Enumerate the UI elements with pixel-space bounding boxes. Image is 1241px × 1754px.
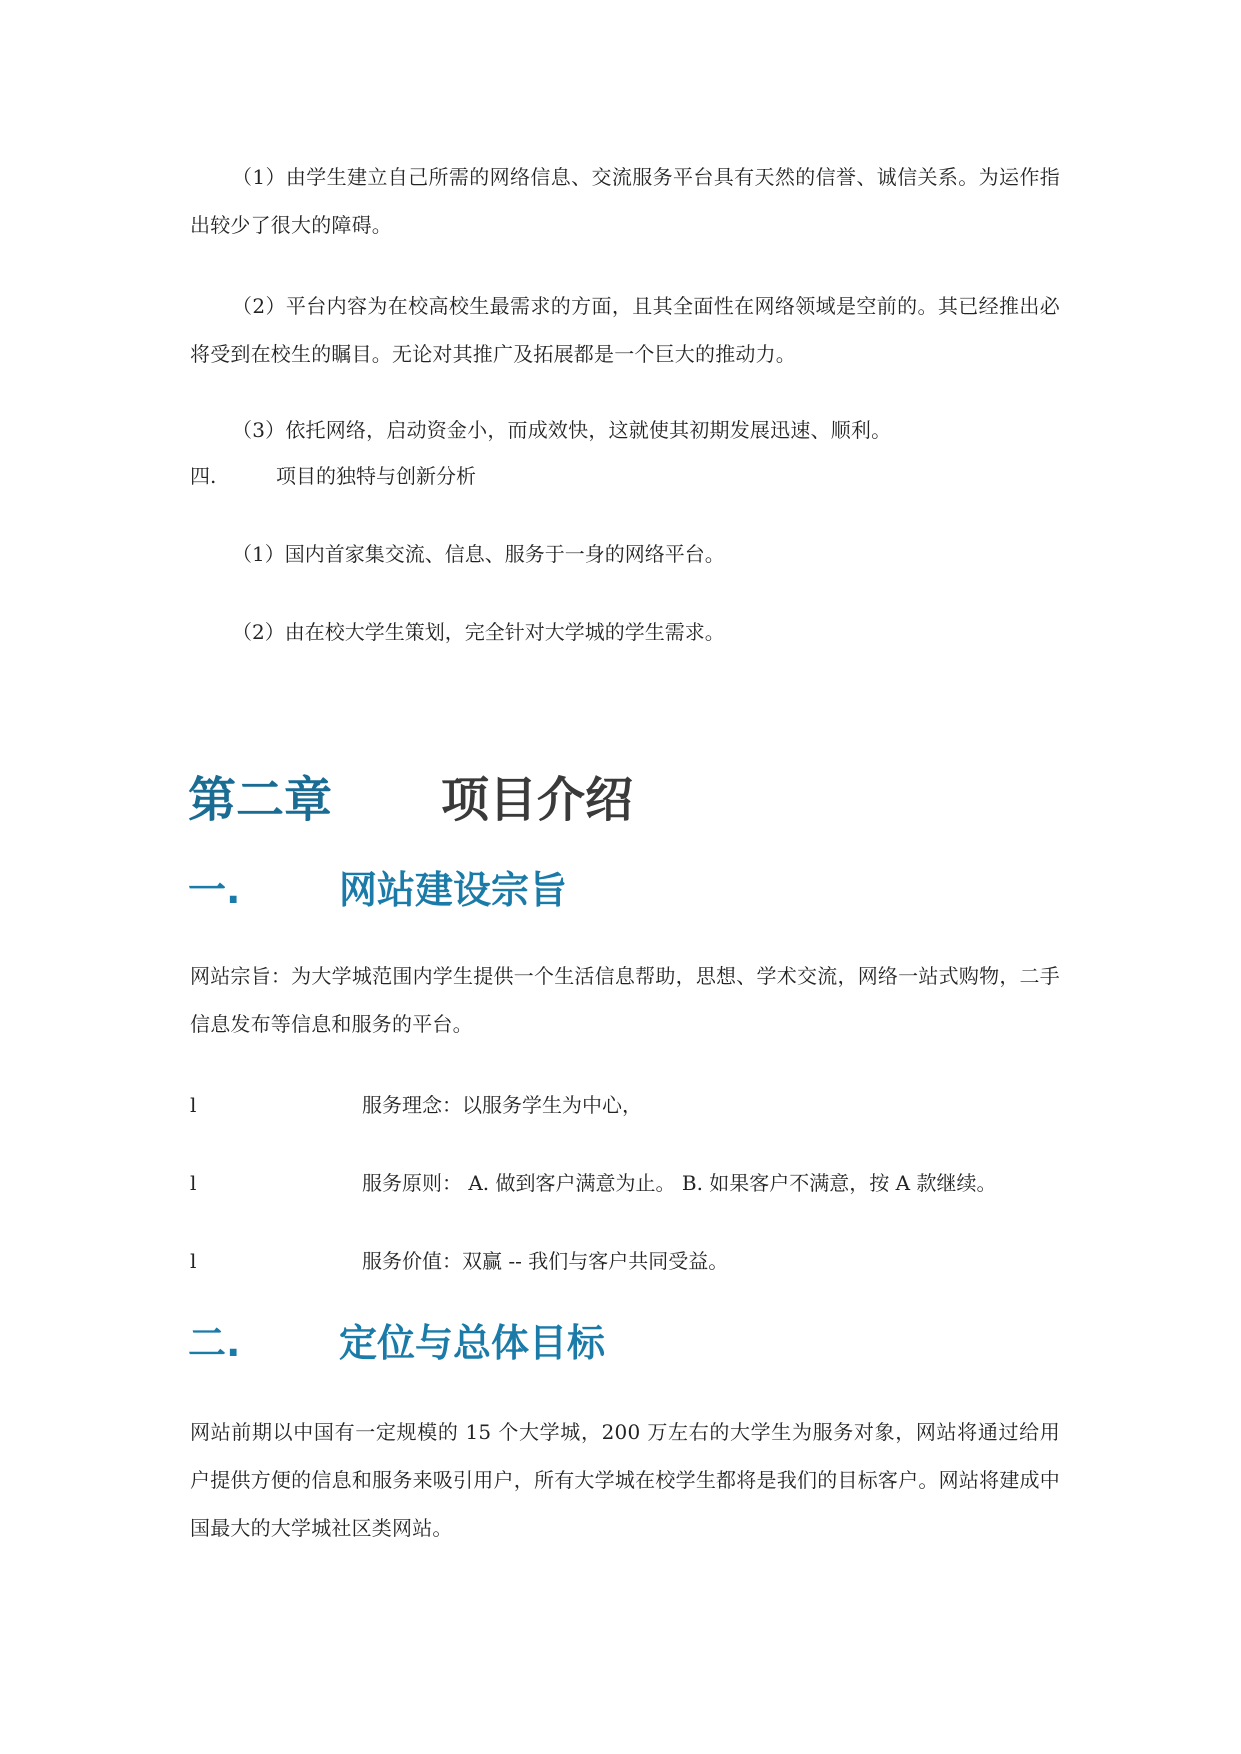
section-2-body: 网站前期以中国有一定规模的 15 个大学城，200 万左右的大学生为服务对象，网站将通过给用户提供方便的信息和服务来吸引用户，所有大学城在校学生都将是我们的目标客户。网站将建成中国最大的大学城社区类网站。 <box>190 1420 1060 1540</box>
advantage-paragraph-1: （1）由学生建立自己所需的网络信息、交流服务平台具有天然的信誉、诚信关系。为运作指出较少了很大的障碍。 <box>190 165 1060 237</box>
chapter-title: 项目介绍 <box>441 772 634 828</box>
bullet-marker: l <box>190 1171 197 1195</box>
section-1-body: 网站宗旨：为大学城范围内学生提供一个生活信息帮助，思想、学术交流，网络一站式购物，二手信息发布等信息和服务的平台。 <box>190 964 1060 1036</box>
bullet-marker: l <box>190 1249 197 1273</box>
section-1-number: 一. <box>188 868 241 912</box>
section-4-item-1: （1）国内首家集交流、信息、服务于一身的网络平台。 <box>232 542 725 566</box>
section-2-title: 定位与总体目标 <box>339 1321 606 1365</box>
advantage-paragraph-3: （3）依托网络，启动资金小，而成效快，这就使其初期发展迅速、顺利。 <box>232 418 892 442</box>
section-2-number: 二. <box>188 1321 241 1365</box>
bullet-text: 服务价值：双赢 -- 我们与客户共同受益。 <box>362 1249 729 1273</box>
bullet-text: 服务理念：以服务学生为中心， <box>362 1093 642 1117</box>
advantage-paragraph-2: （2）平台内容为在校高校生最需求的方面，且其全面性在网络领域是空前的。其已经推出必将受到在校生的瞩目。无论对其推广及拓展都是一个巨大的推动力。 <box>190 294 1060 366</box>
section-4-title: 项目的独特与创新分析 <box>276 464 476 488</box>
bullet-marker: l <box>190 1093 197 1117</box>
section-1-title: 网站建设宗旨 <box>339 868 568 912</box>
bullet-text: 服务原则： A. 做到客户满意为止。 B. 如果客户不满意，按 A 款继续。 <box>362 1171 997 1195</box>
section-4-item-2: （2）由在校大学生策划，完全针对大学城的学生需求。 <box>232 620 725 644</box>
chapter-number: 第二章 <box>188 772 333 828</box>
section-4-number: 四. <box>190 464 217 488</box>
